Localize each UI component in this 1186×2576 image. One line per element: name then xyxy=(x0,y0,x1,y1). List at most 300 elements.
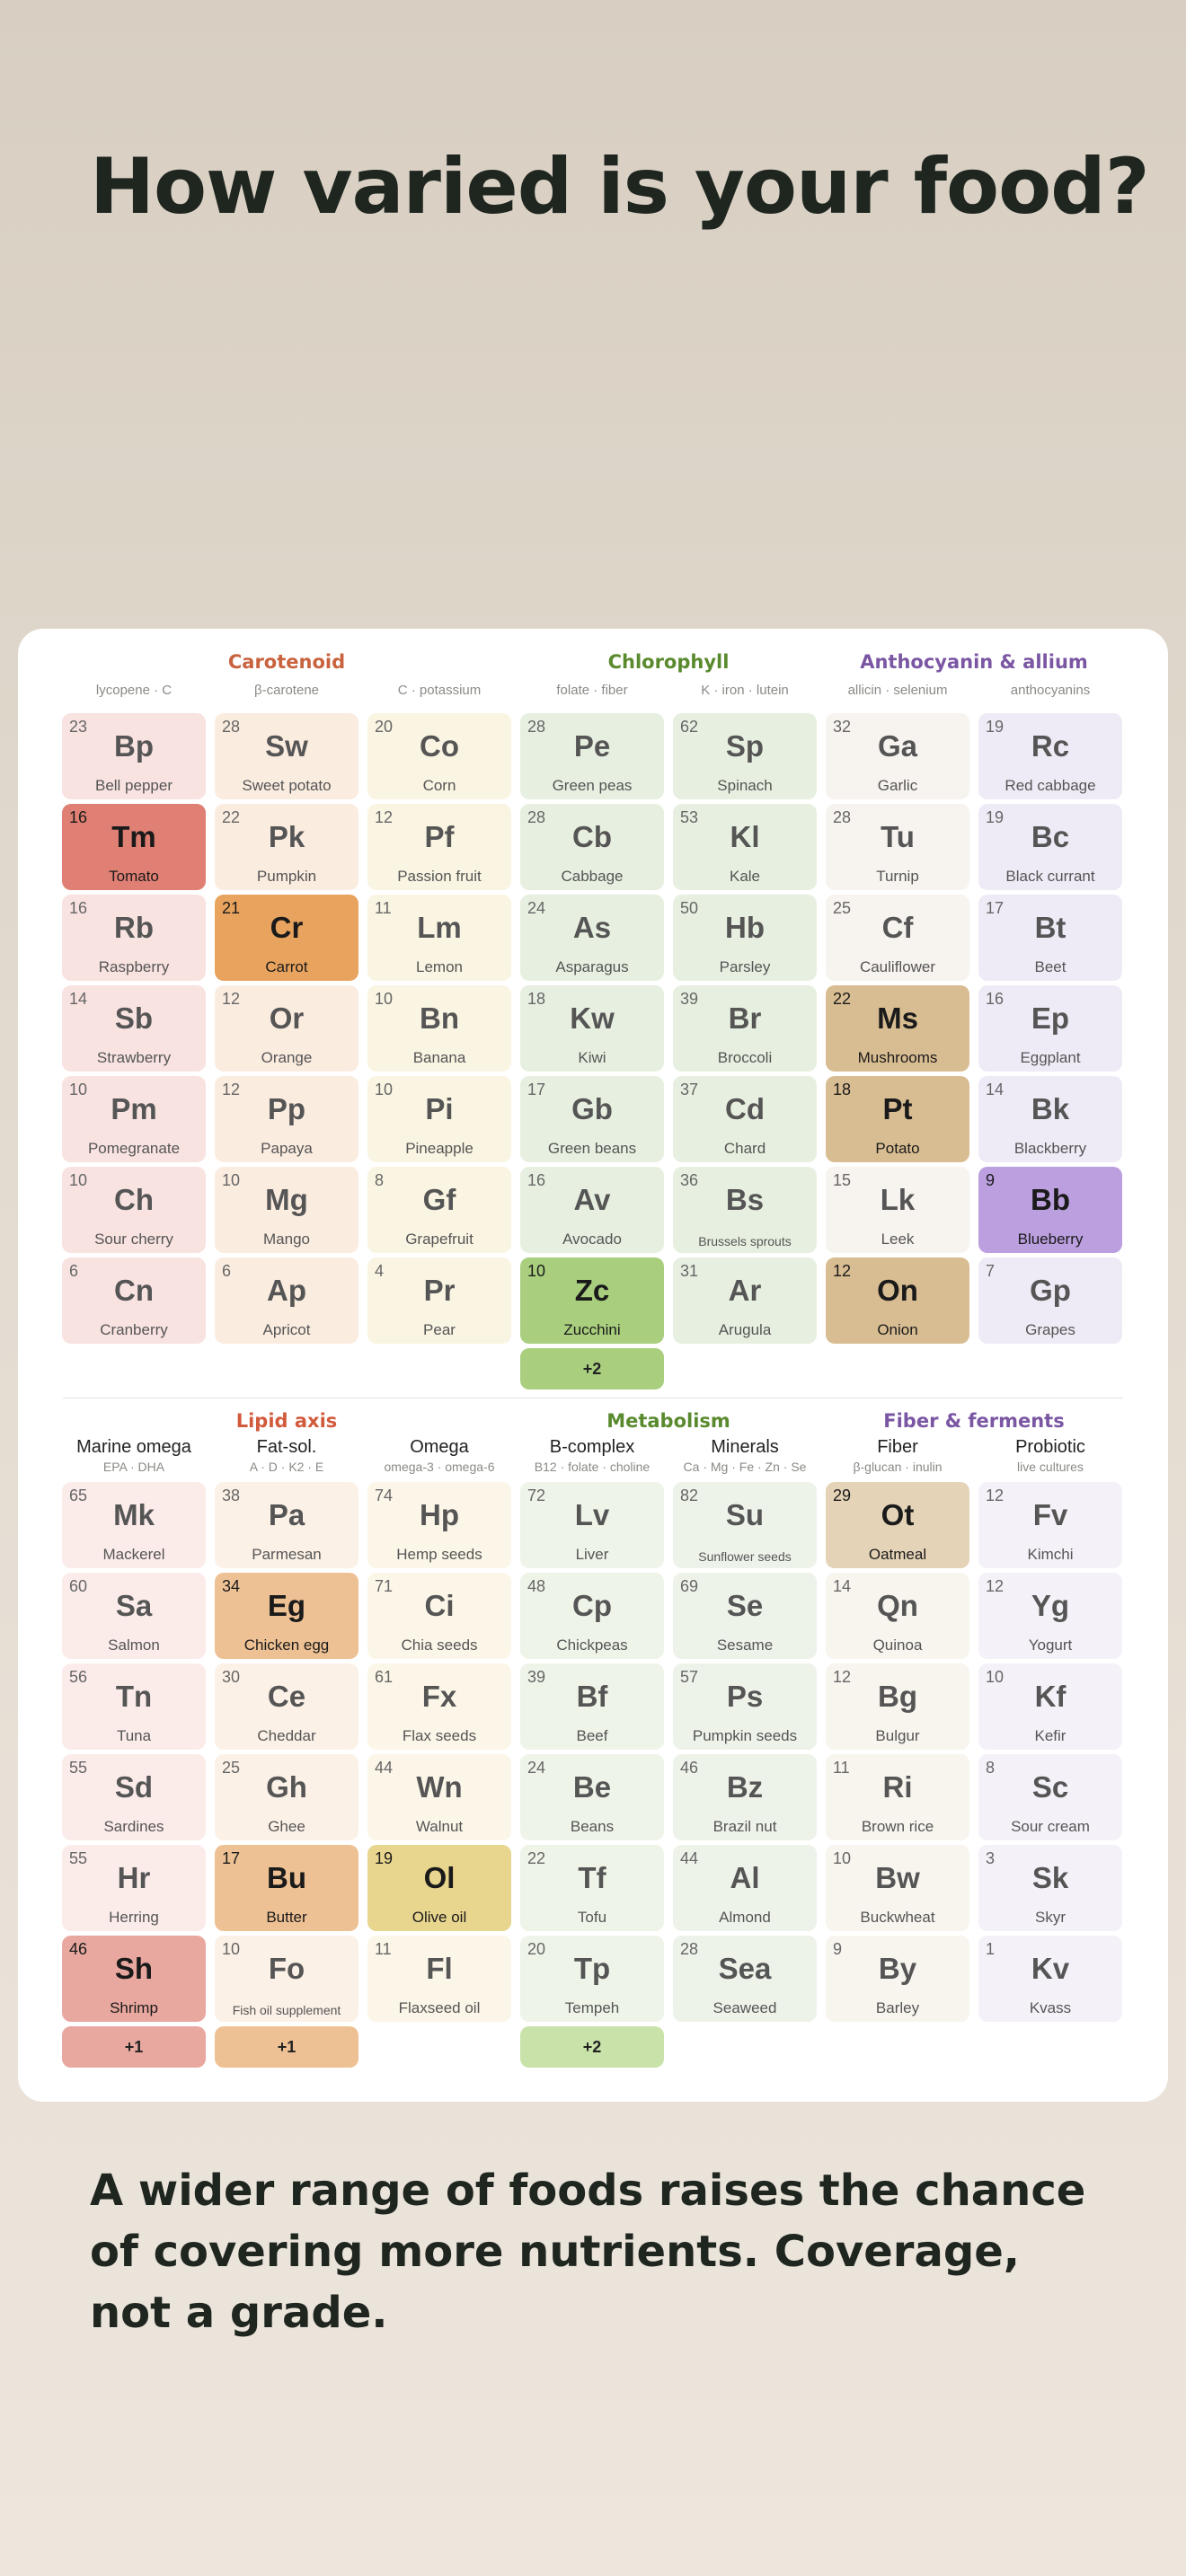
food-symbol: Pm xyxy=(111,1092,157,1125)
food-name: Sweet potato xyxy=(242,777,332,794)
food-name: Passion fruit xyxy=(397,868,482,885)
food-symbol: Ch xyxy=(114,1183,154,1216)
column-name: Minerals xyxy=(711,1437,779,1457)
food-cell-chia-seeds[interactable] xyxy=(367,1573,511,1659)
group-title: Lipid axis xyxy=(235,1410,338,1432)
food-name: Orange xyxy=(261,1049,313,1066)
column-subtitle: EPA · DHA xyxy=(102,1460,165,1474)
food-cell-black-currant[interactable] xyxy=(978,804,1122,890)
food-name: Hemp seeds xyxy=(396,1546,482,1563)
more-foods-button[interactable]: +2 xyxy=(520,2026,664,2068)
food-name: Seaweed xyxy=(712,1999,777,2016)
food-count: 17 xyxy=(986,899,1005,917)
group-title: Fiber & ferments xyxy=(883,1410,1065,1432)
food-count: 12 xyxy=(986,1577,1005,1595)
food-symbol: Tu xyxy=(881,820,915,853)
food-name: Chia seeds xyxy=(401,1636,478,1654)
food-cell-brazil-nut[interactable] xyxy=(673,1754,817,1840)
food-cell-tempeh[interactable] xyxy=(520,1936,664,2022)
food-count: 10 xyxy=(833,1849,852,1867)
food-symbol: Mk xyxy=(113,1498,155,1531)
food-count: 10 xyxy=(375,990,394,1008)
food-count: 30 xyxy=(222,1668,241,1686)
food-cell-chicken-egg[interactable] xyxy=(215,1573,358,1659)
column-subtitle: Ca · Mg · Fe · Zn · Se xyxy=(683,1460,807,1474)
food-count: 7 xyxy=(986,1262,996,1280)
food-symbol: Co xyxy=(420,729,459,763)
food-count: 22 xyxy=(527,1849,546,1867)
food-cell-pumpkin-seeds[interactable] xyxy=(673,1663,817,1750)
food-symbol: Pk xyxy=(268,820,305,853)
food-count: 55 xyxy=(69,1849,88,1867)
more-foods-button[interactable]: +1 xyxy=(62,2026,206,2068)
food-name: Chard xyxy=(723,1140,766,1157)
column-subtitle: β-carotene xyxy=(254,683,319,698)
food-count: 10 xyxy=(986,1668,1005,1686)
food-symbol: Ci xyxy=(424,1589,455,1622)
food-symbol: Fv xyxy=(1032,1498,1068,1531)
food-symbol: As xyxy=(572,911,612,944)
food-cell-kiwi[interactable] xyxy=(520,985,664,1072)
food-count: 53 xyxy=(680,808,699,826)
food-cell-tomato[interactable] xyxy=(62,804,206,890)
food-cell-kefir[interactable] xyxy=(978,1663,1122,1750)
food-count: 28 xyxy=(222,718,241,736)
food-count: 19 xyxy=(986,718,1005,736)
food-cell-skyr[interactable] xyxy=(978,1845,1122,1931)
food-cell-almond[interactable] xyxy=(673,1845,817,1931)
food-count: 21 xyxy=(222,899,241,917)
food-cell-blueberry[interactable] xyxy=(978,1167,1122,1253)
food-symbol: Be xyxy=(572,1770,612,1804)
food-cell-salmon[interactable] xyxy=(62,1573,206,1659)
food-cell-eggplant[interactable] xyxy=(978,985,1122,1072)
food-cell-kale[interactable] xyxy=(673,804,817,890)
food-count: 16 xyxy=(69,808,88,826)
food-count: 56 xyxy=(69,1668,88,1686)
food-name: Arugula xyxy=(718,1321,772,1338)
food-count: 19 xyxy=(986,808,1005,826)
food-cell-spinach[interactable] xyxy=(673,713,817,799)
food-name: Mackerel xyxy=(102,1546,165,1563)
food-cell-brussels-sprouts[interactable] xyxy=(673,1167,817,1253)
food-symbol: On xyxy=(877,1274,918,1307)
food-count: 22 xyxy=(222,808,241,826)
food-count: 1 xyxy=(986,1940,996,1958)
food-name: Apricot xyxy=(262,1321,311,1338)
food-name: Red cabbage xyxy=(1005,777,1096,794)
food-name: Flaxseed oil xyxy=(398,1999,481,2016)
food-name: Kale xyxy=(729,868,761,885)
food-count: 24 xyxy=(527,899,546,917)
food-symbol: Av xyxy=(573,1183,611,1216)
food-name: Tempeh xyxy=(564,1999,620,2016)
food-symbol: Bt xyxy=(1034,911,1067,944)
food-cell-liver[interactable] xyxy=(520,1482,664,1568)
food-count: 36 xyxy=(680,1171,699,1189)
food-count: 39 xyxy=(527,1668,546,1686)
food-count: 12 xyxy=(833,1262,852,1280)
food-cell-chickpeas[interactable] xyxy=(520,1573,664,1659)
food-cell-grapes[interactable] xyxy=(978,1257,1122,1344)
food-cell-strawberry[interactable] xyxy=(62,985,206,1072)
food-symbol: Pi xyxy=(425,1092,454,1125)
food-name: Avocado xyxy=(562,1231,622,1248)
food-name: Sour cherry xyxy=(94,1231,173,1248)
food-name: Kimchi xyxy=(1027,1546,1074,1563)
food-symbol: Sp xyxy=(725,729,765,763)
food-name: Leek xyxy=(881,1231,915,1248)
food-cell-beet[interactable] xyxy=(978,895,1122,981)
food-count: 28 xyxy=(833,808,852,826)
food-name: Sour cream xyxy=(1011,1818,1090,1835)
food-cell-parmesan[interactable] xyxy=(215,1482,358,1568)
food-cell-banana[interactable] xyxy=(367,985,511,1072)
food-cell-cauliflower[interactable] xyxy=(826,895,969,981)
food-count: 46 xyxy=(680,1759,699,1777)
food-name: Turnip xyxy=(876,868,919,885)
food-cell-pear[interactable] xyxy=(367,1257,511,1344)
food-cell-carrot[interactable] xyxy=(215,895,358,981)
food-cell-mushrooms[interactable] xyxy=(826,985,969,1072)
food-name: Green peas xyxy=(552,777,633,794)
food-count: 29 xyxy=(833,1486,852,1504)
food-symbol: Al xyxy=(730,1861,760,1894)
food-cell-kimchi[interactable] xyxy=(978,1482,1122,1568)
food-count: 11 xyxy=(375,1940,392,1958)
group-title: Anthocyanin & allium xyxy=(860,651,1088,673)
food-count: 11 xyxy=(833,1759,850,1777)
food-name: Potato xyxy=(875,1140,920,1157)
food-name: Cheddar xyxy=(257,1727,316,1744)
food-cell-shrimp[interactable] xyxy=(62,1936,206,2022)
food-name: Zucchini xyxy=(563,1321,621,1338)
food-count: 10 xyxy=(527,1262,546,1280)
food-cell-pineapple[interactable] xyxy=(367,1076,511,1162)
food-cell-arugula[interactable] xyxy=(673,1257,817,1344)
food-symbol: Fl xyxy=(426,1952,453,1985)
food-cell-yogurt[interactable] xyxy=(978,1573,1122,1659)
food-name: Bulgur xyxy=(875,1727,920,1744)
food-symbol: Br xyxy=(728,1001,762,1035)
food-count: 18 xyxy=(527,990,546,1008)
food-count: 4 xyxy=(375,1262,385,1280)
food-cell-lemon[interactable] xyxy=(367,895,511,981)
food-cell-cranberry[interactable] xyxy=(62,1257,206,1344)
food-symbol: Sd xyxy=(114,1770,154,1804)
food-name: Shrimp xyxy=(110,1999,158,2016)
food-symbol: Pe xyxy=(573,729,611,763)
food-symbol: Su xyxy=(725,1498,765,1531)
column-name: Marine omega xyxy=(76,1437,191,1457)
food-cell-mackerel[interactable] xyxy=(62,1482,206,1568)
food-symbol: Kf xyxy=(1034,1680,1067,1713)
food-cell-onion[interactable] xyxy=(826,1257,969,1344)
food-count: 6 xyxy=(222,1262,232,1280)
food-symbol: Ol xyxy=(423,1861,456,1894)
food-name: Flax seeds xyxy=(402,1727,477,1744)
food-count: 8 xyxy=(375,1171,385,1189)
food-count: 55 xyxy=(69,1759,88,1777)
food-cell-beef[interactable] xyxy=(520,1663,664,1750)
food-name: Sunflower seeds xyxy=(698,1549,792,1564)
food-name: Chickpeas xyxy=(556,1636,628,1654)
food-count: 25 xyxy=(222,1759,241,1777)
food-name: Raspberry xyxy=(98,958,170,975)
column-subtitle: A · D · K2 · E xyxy=(249,1460,324,1474)
food-name: Parmesan xyxy=(252,1546,322,1563)
food-symbol: Hr xyxy=(117,1861,151,1894)
food-name: Quinoa xyxy=(872,1636,923,1654)
food-count: 25 xyxy=(833,899,852,917)
food-symbol: Rc xyxy=(1031,729,1070,763)
food-cell-sunflower-seeds[interactable] xyxy=(673,1482,817,1568)
food-count: 10 xyxy=(222,1940,241,1958)
food-count: 28 xyxy=(527,808,546,826)
food-cell-brown-rice[interactable] xyxy=(826,1754,969,1840)
food-symbol: Lv xyxy=(574,1498,610,1531)
column-subtitle: lycopene · C xyxy=(95,683,173,698)
food-cell-ghee[interactable] xyxy=(215,1754,358,1840)
food-cell-grapefruit[interactable] xyxy=(367,1167,511,1253)
food-symbol: Ep xyxy=(1031,1001,1070,1035)
food-cell-turnip[interactable] xyxy=(826,804,969,890)
food-name: Broccoli xyxy=(717,1049,773,1066)
food-count: 65 xyxy=(69,1486,88,1504)
food-cell-corn[interactable] xyxy=(367,713,511,799)
food-name: Kefir xyxy=(1034,1727,1067,1744)
food-symbol: Pa xyxy=(268,1498,305,1531)
food-cell-bulgur[interactable] xyxy=(826,1663,969,1750)
food-cell-herring[interactable] xyxy=(62,1845,206,1931)
food-cell-sour-cream[interactable] xyxy=(978,1754,1122,1840)
food-name: Herring xyxy=(109,1909,159,1926)
food-name: Bell pepper xyxy=(94,777,173,794)
food-symbol: Hb xyxy=(725,911,765,944)
food-symbol: Sb xyxy=(114,1001,154,1035)
food-name: Salmon xyxy=(108,1636,160,1654)
column-name: B-complex xyxy=(549,1437,635,1457)
food-symbol: Gf xyxy=(422,1183,456,1216)
column-subtitle: K · iron · lutein xyxy=(701,683,789,698)
food-cell-olive-oil[interactable] xyxy=(367,1845,511,1931)
food-cell-orange[interactable] xyxy=(215,985,358,1072)
group-title: Metabolism xyxy=(606,1410,730,1432)
food-name: Tomato xyxy=(109,868,159,885)
food-cell-flaxseed-oil[interactable] xyxy=(367,1936,511,2022)
food-cell-tuna[interactable] xyxy=(62,1663,206,1750)
food-symbol: Ga xyxy=(877,729,918,763)
food-count: 14 xyxy=(986,1081,1005,1098)
food-count: 28 xyxy=(527,718,546,736)
food-symbol: Kl xyxy=(730,820,760,853)
food-count: 31 xyxy=(680,1262,699,1280)
more-foods-button[interactable]: +2 xyxy=(520,1348,664,1389)
food-cell-green-peas[interactable] xyxy=(520,713,664,799)
food-symbol: Sh xyxy=(114,1952,154,1985)
food-name: Sesame xyxy=(716,1636,774,1654)
food-cell-fish-oil-supplement[interactable] xyxy=(215,1936,358,2022)
food-cell-barley[interactable] xyxy=(826,1936,969,2022)
column-name: Fiber xyxy=(877,1437,918,1457)
food-cell-pomegranate[interactable] xyxy=(62,1076,206,1162)
food-count: 18 xyxy=(833,1081,852,1098)
food-cell-beans[interactable] xyxy=(520,1754,664,1840)
food-count: 24 xyxy=(527,1759,546,1777)
food-count: 22 xyxy=(833,990,852,1008)
food-cell-papaya[interactable] xyxy=(215,1076,358,1162)
column-subtitle: B12 · folate · choline xyxy=(534,1460,651,1474)
food-count: 71 xyxy=(375,1577,394,1595)
food-cell-broccoli[interactable] xyxy=(673,985,817,1072)
food-name: Kiwi xyxy=(578,1049,606,1066)
food-symbol: Bu xyxy=(267,1861,306,1894)
food-cell-parsley[interactable] xyxy=(673,895,817,981)
food-symbol: Cf xyxy=(881,911,914,944)
food-symbol: Tp xyxy=(573,1952,611,1985)
food-cell-pumpkin[interactable] xyxy=(215,804,358,890)
column-name: Probiotic xyxy=(1015,1437,1085,1457)
food-name: Beans xyxy=(570,1818,615,1835)
column-subtitle: β-glucan · inulin xyxy=(853,1460,943,1474)
food-name: Onion xyxy=(877,1321,918,1338)
food-symbol: Rb xyxy=(114,911,154,944)
food-count: 14 xyxy=(833,1577,852,1595)
food-count: 48 xyxy=(527,1577,546,1595)
food-name: Olive oil xyxy=(412,1909,467,1926)
food-count: 9 xyxy=(986,1171,996,1189)
food-cell-hemp-seeds[interactable] xyxy=(367,1482,511,1568)
food-symbol: Ce xyxy=(267,1680,306,1713)
food-name: Blueberry xyxy=(1017,1231,1084,1248)
food-symbol: Sa xyxy=(115,1589,153,1622)
food-count: 10 xyxy=(69,1171,88,1189)
food-cell-bell-pepper[interactable] xyxy=(62,713,206,799)
food-cell-seaweed[interactable] xyxy=(673,1936,817,2022)
food-symbol: Ps xyxy=(726,1680,764,1713)
food-cell-zucchini[interactable] xyxy=(520,1257,664,1344)
food-name: Grapes xyxy=(1025,1321,1075,1338)
food-name: Pomegranate xyxy=(87,1140,181,1157)
food-name: Garlic xyxy=(877,777,918,794)
food-symbol: Fo xyxy=(268,1952,305,1985)
food-name: Sardines xyxy=(103,1818,164,1835)
food-cell-asparagus[interactable] xyxy=(520,895,664,981)
food-symbol: Zc xyxy=(574,1274,610,1307)
food-name: Liver xyxy=(575,1546,609,1563)
food-symbol: Gh xyxy=(266,1770,307,1804)
food-name: Pear xyxy=(423,1321,456,1338)
food-symbol: Fx xyxy=(421,1680,457,1713)
food-name: Carrot xyxy=(265,958,308,975)
food-name: Brazil nut xyxy=(712,1818,777,1835)
food-cell-passion-fruit[interactable] xyxy=(367,804,511,890)
food-cell-green-beans[interactable] xyxy=(520,1076,664,1162)
footer-note: A wider range of foods raises the chance of covering more nutrients. Coverage, not a grade. xyxy=(90,2166,1086,2338)
food-cell-sesame[interactable] xyxy=(673,1573,817,1659)
food-cell-buckwheat[interactable] xyxy=(826,1845,969,1931)
food-cell-apricot[interactable] xyxy=(215,1257,358,1344)
food-cell-cheddar[interactable] xyxy=(215,1663,358,1750)
food-name: Corn xyxy=(422,777,456,794)
food-cell-walnut[interactable] xyxy=(367,1754,511,1840)
food-periodic-table-card xyxy=(18,629,1168,2102)
column-subtitle: folate · fiber xyxy=(556,683,628,698)
food-name: Tuna xyxy=(116,1727,152,1744)
food-cell-cabbage[interactable] xyxy=(520,804,664,890)
food-count: 20 xyxy=(375,718,394,736)
food-count: 23 xyxy=(69,718,88,736)
more-foods-button[interactable]: +1 xyxy=(215,2026,358,2068)
food-name: Skyr xyxy=(1035,1909,1066,1926)
food-name: Strawberry xyxy=(96,1049,172,1066)
food-name: Chicken egg xyxy=(243,1636,330,1654)
food-cell-oatmeal[interactable] xyxy=(826,1482,969,1568)
food-symbol: Sea xyxy=(718,1952,772,1985)
food-symbol: By xyxy=(878,1952,917,1985)
food-count: 74 xyxy=(375,1486,394,1504)
food-cell-kvass[interactable] xyxy=(978,1936,1122,2022)
food-count: 16 xyxy=(986,990,1005,1008)
food-cell-avocado[interactable] xyxy=(520,1167,664,1253)
column-subtitle: anthocyanins xyxy=(1010,683,1091,698)
food-symbol: Pf xyxy=(424,820,455,853)
column-subtitle: allicin · selenium xyxy=(847,683,948,698)
food-name: Pumpkin xyxy=(256,868,317,885)
food-name: Pumpkin seeds xyxy=(692,1727,798,1744)
food-cell-flax-seeds[interactable] xyxy=(367,1663,511,1750)
food-symbol: Ar xyxy=(728,1274,762,1307)
food-count: 39 xyxy=(680,990,699,1008)
food-symbol: Pp xyxy=(267,1092,306,1125)
food-symbol: Ot xyxy=(881,1498,915,1531)
food-count: 17 xyxy=(527,1081,546,1098)
food-symbol: Cr xyxy=(270,911,304,944)
food-name: Barley xyxy=(875,1999,920,2016)
food-cell-leek[interactable] xyxy=(826,1167,969,1253)
food-count: 12 xyxy=(222,990,241,1008)
food-cell-blackberry[interactable] xyxy=(978,1076,1122,1162)
food-cell-mango[interactable] xyxy=(215,1167,358,1253)
food-symbol: Bc xyxy=(1031,820,1070,853)
food-cell-chard[interactable] xyxy=(673,1076,817,1162)
food-count: 16 xyxy=(69,899,88,917)
food-cell-quinoa[interactable] xyxy=(826,1573,969,1659)
food-cell-red-cabbage[interactable] xyxy=(978,713,1122,799)
food-symbol: Pr xyxy=(423,1274,456,1307)
food-cell-potato[interactable] xyxy=(826,1076,969,1162)
food-count: 10 xyxy=(69,1081,88,1098)
food-name: Tofu xyxy=(577,1909,607,1926)
food-cell-sardines[interactable] xyxy=(62,1754,206,1840)
food-cell-raspberry[interactable] xyxy=(62,895,206,981)
food-cell-tofu[interactable] xyxy=(520,1845,664,1931)
food-count: 12 xyxy=(375,808,394,826)
food-name: Banana xyxy=(412,1049,466,1066)
food-symbol: Hp xyxy=(420,1498,459,1531)
food-count: 10 xyxy=(375,1081,394,1098)
food-cell-sweet-potato[interactable] xyxy=(215,713,358,799)
food-name: Parsley xyxy=(719,958,771,975)
food-count: 16 xyxy=(527,1171,546,1189)
food-symbol: Ri xyxy=(882,1770,913,1804)
food-cell-sour-cherry[interactable] xyxy=(62,1167,206,1253)
food-symbol: Cb xyxy=(572,820,612,853)
food-cell-garlic[interactable] xyxy=(826,713,969,799)
food-count: 12 xyxy=(833,1668,852,1686)
food-count: 28 xyxy=(680,1940,699,1958)
food-cell-butter[interactable] xyxy=(215,1845,358,1931)
